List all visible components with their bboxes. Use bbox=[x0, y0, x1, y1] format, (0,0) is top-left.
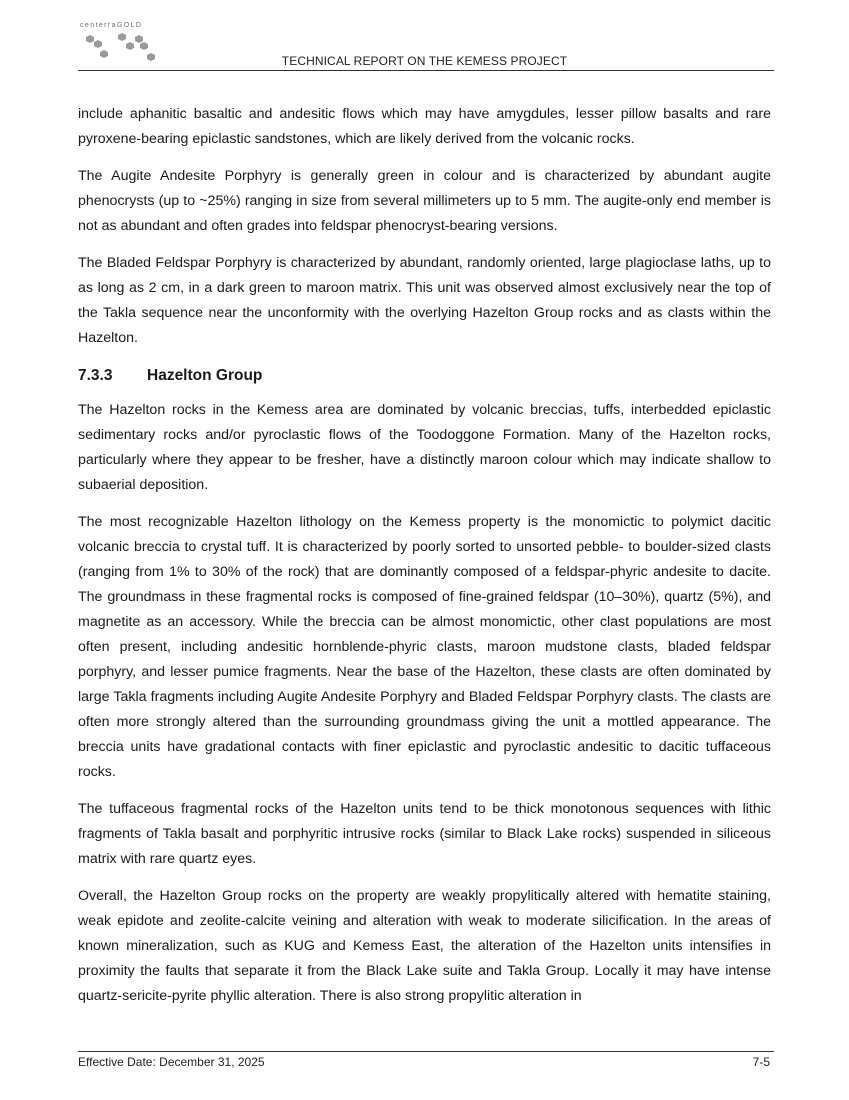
document-body bbox=[78, 102, 771, 1021]
section-number: 7.3.3 bbox=[78, 367, 113, 384]
paragraph: The Augite Andesite Porphyry is generally green in colour and is characterized by abundant augite phenocrysts (up to ~25%) ranging in size from several millimeters up to 5 mm. The augite-only end member is not as abundant and often grades into feldspar phenocryst-bearing versions. bbox=[78, 168, 771, 234]
logo-text: centerraGOLD bbox=[80, 22, 143, 29]
paragraph: The Hazelton rocks in the Kemess area are dominated by volcanic breccias, tuffs, interbedded epiclastic sedimentary rocks and/or pyroclastic flows of the Toodoggone Formation. Many of the Hazelton rocks, particularly where they appear to be fresher, have a distinctly maroon colour which may indicate shallow to subaerial deposition. bbox=[78, 402, 771, 493]
paragraph: Overall, the Hazelton Group rocks on the property are weakly propylitically altered with hematite staining, weak epidote and zeolite-calcite veining and alteration with weak to moderate silicification. In the areas of known mineralization, such as KUG and Kemess East, the alteration of the Hazelton units intensifies in proximity the faults that separate it from the Black Lake suite and Takla Group. Locally it may have intense quartz-sericite-pyrite phyllic alteration. There is also strong propylitic alteration in bbox=[78, 888, 771, 1004]
paragraph: include aphanitic basaltic and andesitic flows which may have amygdules, lesser pillow basalts and rare pyroxene-bearing epiclastic sandstones, which are likely derived from the volcanic rocks. bbox=[78, 106, 771, 147]
section-heading bbox=[78, 363, 771, 388]
effective-date: Effective Date: December 31, 2025 bbox=[78, 1055, 265, 1069]
paragraph: The tuffaceous fragmental rocks of the Hazelton units tend to be thick monotonous sequences with lithic fragments of Takla basalt and porphyritic intrusive rocks (similar to Black Lake rocks) suspended in siliceous matrix with rare quartz eyes. bbox=[78, 801, 771, 867]
header-divider bbox=[78, 70, 774, 71]
report-header-title: TECHNICAL REPORT ON THE KEMESS PROJECT bbox=[281, 54, 568, 68]
section-title: Hazelton Group bbox=[147, 367, 263, 384]
page-number: 7-5 bbox=[752, 1055, 770, 1069]
paragraph: The Bladed Feldspar Porphyry is characterized by abundant, randomly oriented, large plagioclase laths, up to as long as 2 cm, in a dark green to maroon matrix. This unit was observed almost exclusively near the top of the Takla sequence near the unconformity with the overlying Hazelton Group rocks and as clasts within the Hazelton. bbox=[78, 255, 771, 346]
paragraph: The most recognizable Hazelton lithology on the Kemess property is the monomictic to polymict dacitic volcanic breccia to crystal tuff. It is characterized by poorly sorted to unsorted pebble- to boulder-sized clasts (ranging from 1% to 30% of the rock) that are dominantly composed of a feldspar-phyric andesite to dacite. The groundmass in these fragmental rocks is composed of fine-grained feldspar (10–30%), quartz (5%), and magnetite as an accessory. While the breccia can be almost monomictic, other clast populations are most often present, including andesitic hornblende-phyric clasts, maroon mudstone clasts, bladed feldspar porphyry, and lesser pumice fragments. Near the base of the Hazelton, these clasts are often dominated by large Takla fragments including Augite Andesite Porphyry and Bladed Feldspar Porphyry clasts. The clasts are often more strongly altered than the surrounding groundmass giving the unit a mottled appearance. The breccia units have gradational contacts with finer epiclastic and pyroclastic andesitic to dacitic tuffaceous rocks. bbox=[78, 514, 771, 780]
footer-divider bbox=[78, 1051, 774, 1052]
